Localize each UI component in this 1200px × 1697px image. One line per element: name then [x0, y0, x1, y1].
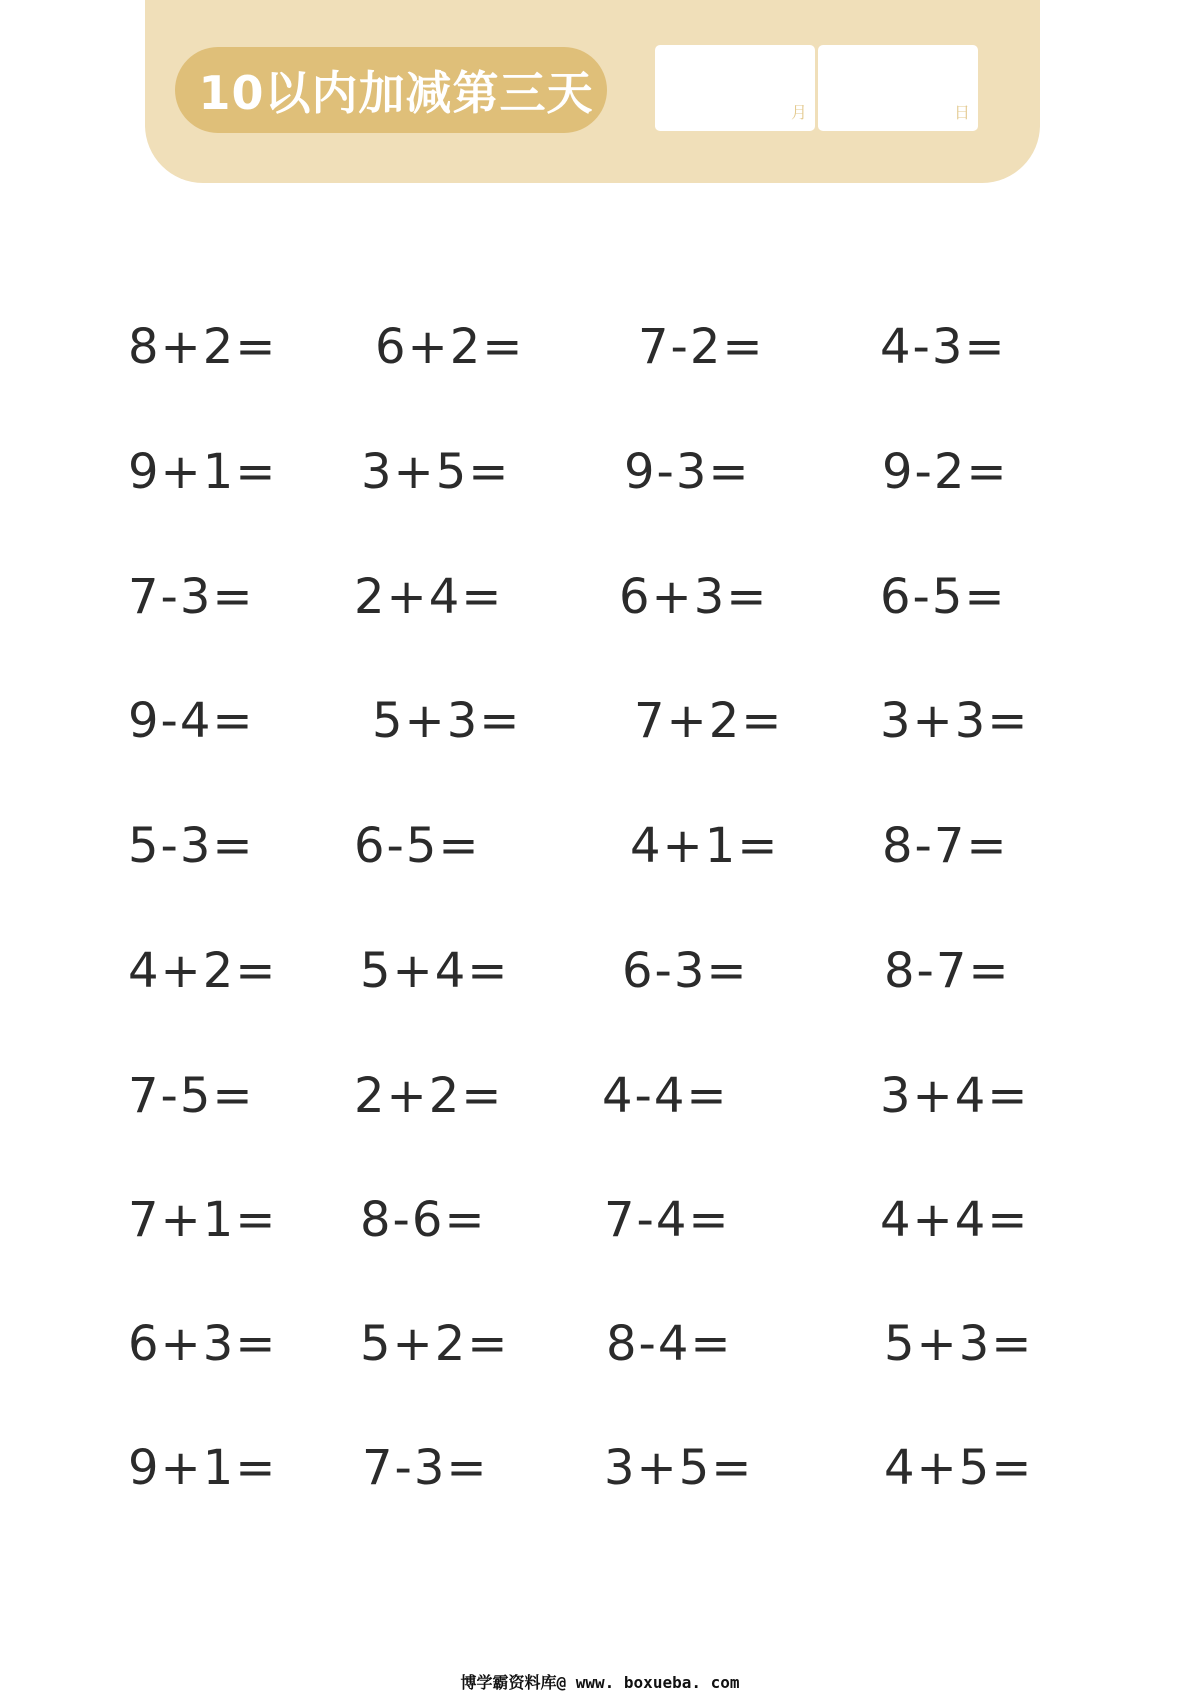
- footer-watermark: 博学霸资料库@ www. boxueba. com: [460, 1673, 740, 1692]
- problem-r6-c3: 6-3=: [622, 943, 749, 999]
- problem-r5-c1: 5-3=: [128, 818, 255, 874]
- day-label: 日: [953, 103, 970, 122]
- problem-r10-c2: 7-3=: [362, 1440, 489, 1496]
- month-field[interactable]: [655, 45, 815, 131]
- problem-r1-c2: 6+2=: [375, 319, 525, 375]
- problem-r9-c1: 6+3=: [128, 1316, 278, 1372]
- problem-r7-c3: 4-4=: [602, 1068, 729, 1124]
- problem-r10-c1: 9+1=: [128, 1440, 278, 1496]
- problem-r8-c3: 7-4=: [604, 1192, 731, 1248]
- problem-r5-c2: 6-5=: [354, 818, 481, 874]
- problem-r1-c1: 8+2=: [128, 319, 278, 375]
- problem-r7-c2: 2+2=: [354, 1068, 504, 1124]
- problem-r2-c1: 9+1=: [128, 444, 278, 500]
- problem-r8-c2: 8-6=: [360, 1192, 487, 1248]
- problem-r8-c1: 7+1=: [128, 1192, 278, 1248]
- problem-r2-c2: 3+5=: [361, 444, 511, 500]
- problem-r3-c1: 7-3=: [128, 569, 255, 625]
- problem-r7-c4: 3+4=: [880, 1068, 1030, 1124]
- problem-r10-c3: 3+5=: [604, 1440, 754, 1496]
- day-field[interactable]: [818, 45, 978, 131]
- problem-r4-c2: 5+3=: [372, 693, 522, 749]
- problem-r4-c3: 7+2=: [634, 693, 784, 749]
- problem-r9-c3: 8-4=: [606, 1316, 733, 1372]
- problem-r9-c2: 5+2=: [360, 1316, 510, 1372]
- problem-r5-c3: 4+1=: [630, 818, 780, 874]
- problem-r7-c1: 7-5=: [128, 1068, 255, 1124]
- problem-r4-c4: 3+3=: [880, 693, 1030, 749]
- problem-r4-c1: 9-4=: [128, 693, 255, 749]
- problem-r2-c3: 9-3=: [624, 444, 751, 500]
- problem-r3-c3: 6+3=: [619, 569, 769, 625]
- month-label: 月: [790, 103, 807, 122]
- problem-r10-c4: 4+5=: [884, 1440, 1034, 1496]
- problem-r6-c1: 4+2=: [128, 943, 278, 999]
- problem-r6-c4: 8-7=: [884, 943, 1011, 999]
- problem-r9-c4: 5+3=: [884, 1316, 1034, 1372]
- problem-r3-c4: 6-5=: [880, 569, 1007, 625]
- problem-r6-c2: 5+4=: [360, 943, 510, 999]
- problem-r1-c4: 4-3=: [880, 319, 1007, 375]
- problem-r8-c4: 4+4=: [880, 1192, 1030, 1248]
- problem-r1-c3: 7-2=: [638, 319, 765, 375]
- problem-r5-c4: 8-7=: [882, 818, 1009, 874]
- problem-r2-c4: 9-2=: [882, 444, 1009, 500]
- worksheet-title: 10以内加减第三天: [198, 66, 594, 120]
- worksheet-title-pill: [175, 47, 607, 133]
- problem-r3-c2: 2+4=: [354, 569, 504, 625]
